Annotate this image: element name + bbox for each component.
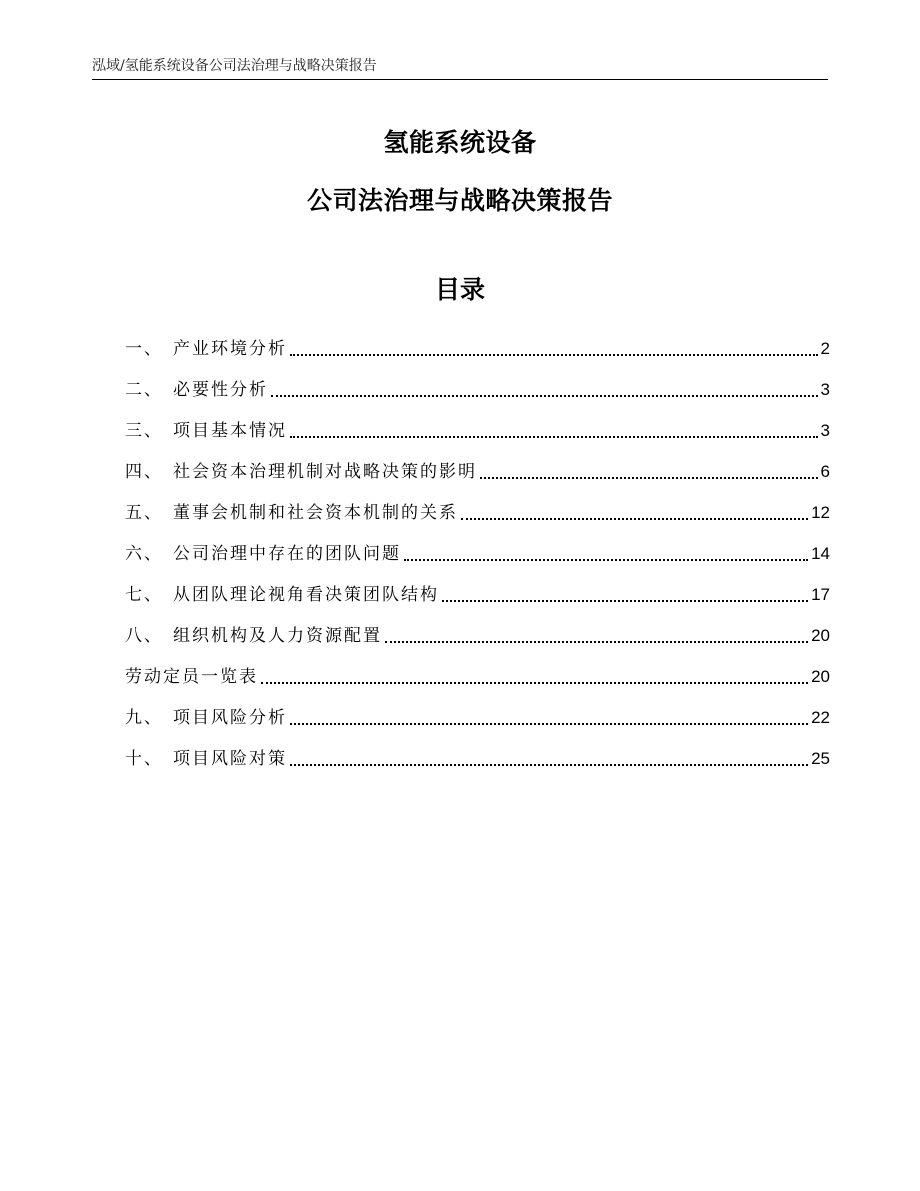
toc-dot-leader xyxy=(404,558,808,561)
toc-entry[interactable] xyxy=(125,527,830,568)
toc-entry-label: 项目基本情况 xyxy=(173,421,287,441)
toc-entry-label: 项目风险对策 xyxy=(173,749,287,769)
toc-entry-number: 二、 xyxy=(125,380,163,400)
toc-entry[interactable] xyxy=(125,609,830,650)
toc-entry-page: 2 xyxy=(820,339,830,358)
toc-entry-number: 一、 xyxy=(125,339,163,359)
toc-entry-number: 六、 xyxy=(125,544,163,564)
toc-dot-leader xyxy=(261,681,808,684)
toc-entry[interactable] xyxy=(125,322,830,363)
toc-heading: 目录 xyxy=(434,275,485,304)
toc-entry-label: 组织机构及人力资源配置 xyxy=(173,626,382,646)
toc-entry[interactable] xyxy=(125,445,830,486)
toc-dot-leader xyxy=(480,476,818,479)
toc-entry-label: 产业环境分析 xyxy=(173,339,287,359)
toc-entry-number: 三、 xyxy=(125,421,163,441)
toc-entry-page: 3 xyxy=(820,380,830,399)
toc-entry-number: 八、 xyxy=(125,626,163,646)
toc-dot-leader xyxy=(271,394,818,397)
document-title-line-2: 公司法治理与战略决策报告 xyxy=(306,186,613,215)
toc-dot-leader xyxy=(290,353,818,356)
toc-entry-page: 22 xyxy=(811,708,830,727)
toc-entry[interactable] xyxy=(125,363,830,404)
toc-dot-leader xyxy=(385,640,808,643)
running-header: 泓域/氢能系统设备公司法治理与战略决策报告 xyxy=(92,58,377,74)
toc-entry-label: 项目风险分析 xyxy=(173,708,287,728)
toc-entry[interactable] xyxy=(125,404,830,445)
toc-entry-page: 20 xyxy=(811,667,830,686)
toc-dot-leader xyxy=(290,763,808,766)
toc-entry-number: 十、 xyxy=(125,749,163,769)
toc-entry-number: 五、 xyxy=(125,503,163,523)
toc-entry-page: 14 xyxy=(811,544,830,563)
toc-dot-leader xyxy=(442,599,808,602)
toc-entry[interactable] xyxy=(125,732,830,773)
toc-entry-page: 20 xyxy=(811,626,830,645)
toc-entry[interactable] xyxy=(125,486,830,527)
toc-dot-leader xyxy=(290,435,818,438)
toc-entry-number: 四、 xyxy=(125,462,163,482)
toc-dot-leader xyxy=(290,722,808,725)
toc-entry-page: 6 xyxy=(820,462,830,481)
toc-entry-label: 公司治理中存在的团队问题 xyxy=(173,544,401,564)
toc-entry-page: 17 xyxy=(811,585,830,604)
toc-entry-page: 12 xyxy=(811,503,830,522)
toc-entry-label: 必要性分析 xyxy=(173,380,268,400)
document-title-line-1: 氢能系统设备 xyxy=(383,128,537,157)
toc-entry-label: 劳动定员一览表 xyxy=(125,667,258,687)
table-of-contents xyxy=(125,322,830,773)
toc-entry-number: 七、 xyxy=(125,585,163,605)
header-divider xyxy=(92,79,828,80)
toc-entry[interactable] xyxy=(125,691,830,732)
toc-entry-page: 3 xyxy=(820,421,830,440)
toc-entry-number: 九、 xyxy=(125,708,163,728)
toc-entry[interactable] xyxy=(125,568,830,609)
toc-entry-label: 董事会机制和社会资本机制的关系 xyxy=(173,503,458,523)
toc-entry-label: 从团队理论视角看决策团队结构 xyxy=(173,585,439,605)
toc-entry-sub[interactable] xyxy=(125,650,830,691)
toc-dot-leader xyxy=(461,517,808,520)
toc-entry-label: 社会资本治理机制对战略决策的影明 xyxy=(173,462,477,482)
toc-entry-page: 25 xyxy=(811,749,830,768)
